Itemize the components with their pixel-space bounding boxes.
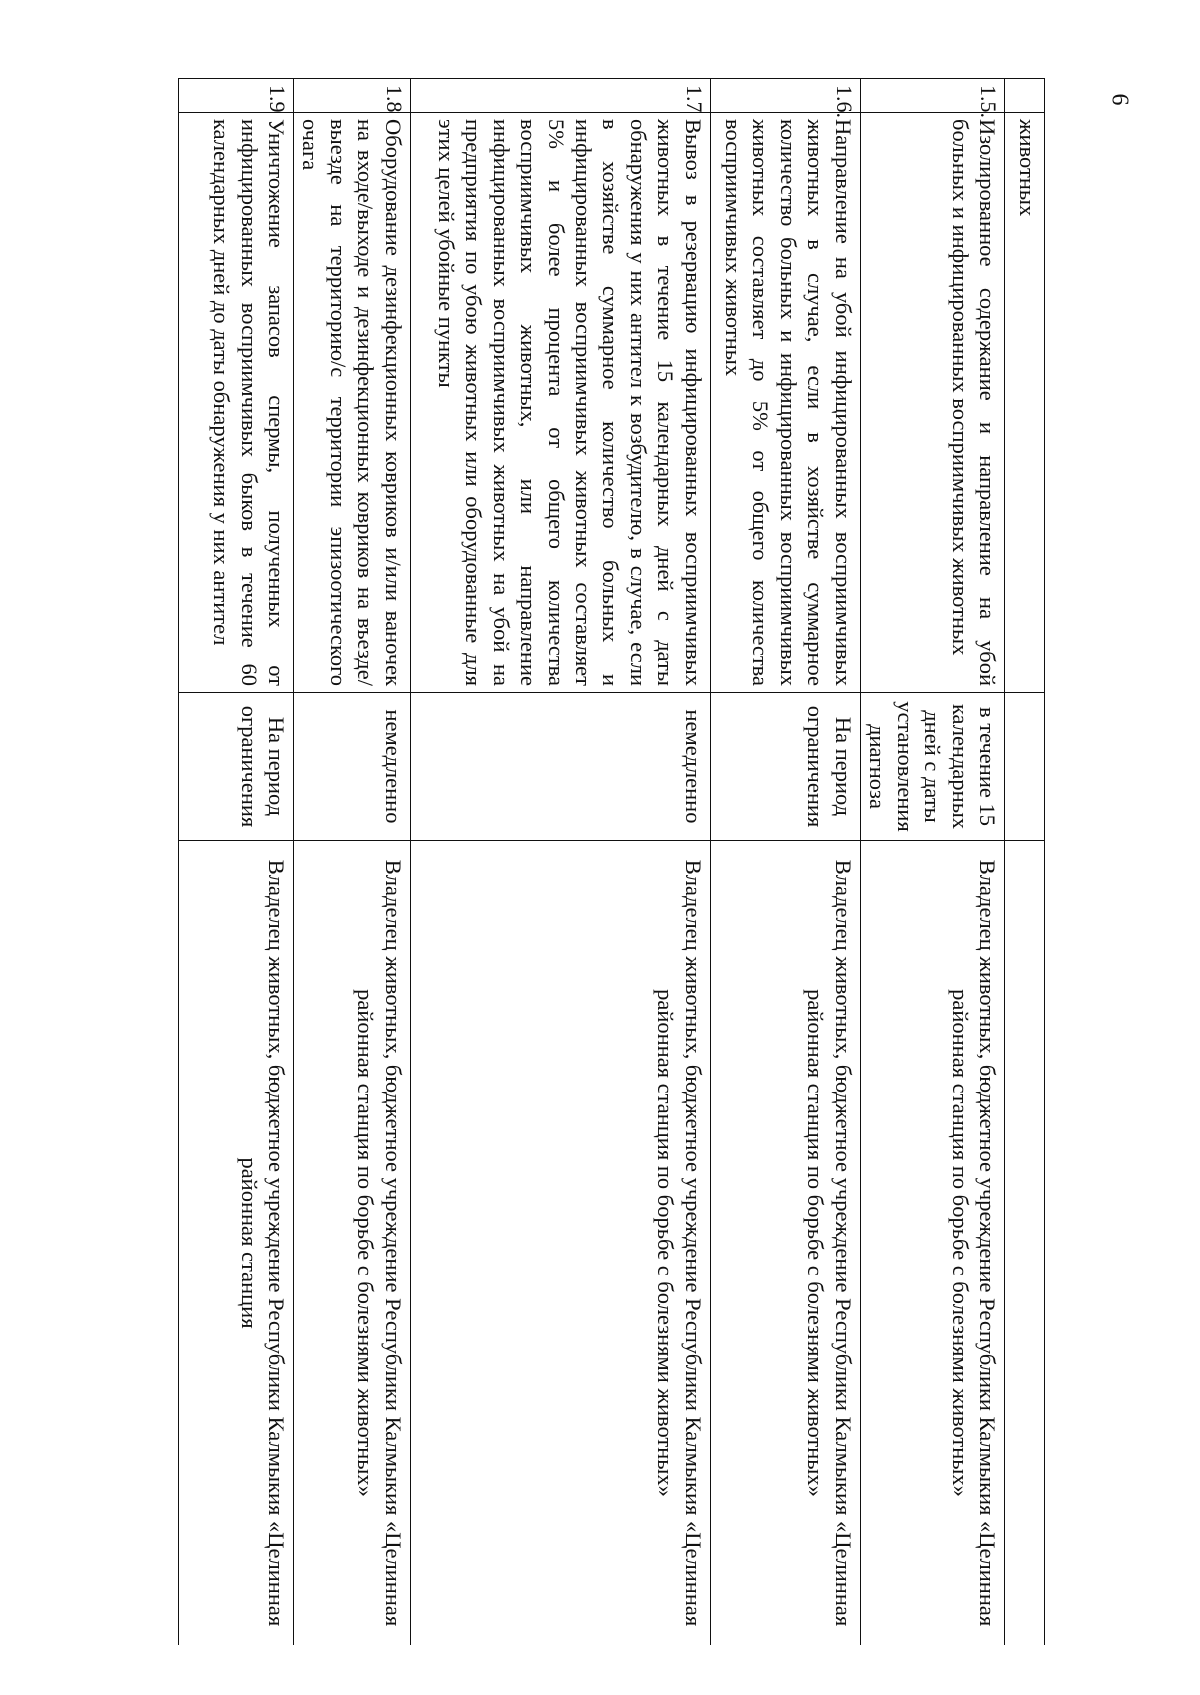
term-text: в течение 15 календарных дней с даты установления диагноза bbox=[860, 693, 1004, 841]
table-row bbox=[410, 79, 710, 1646]
term-text: немедленно bbox=[410, 693, 710, 841]
row-number: 1.9 bbox=[179, 79, 294, 113]
measures-table bbox=[178, 78, 1045, 1645]
row-number: 1.7 bbox=[410, 79, 710, 113]
action-text: Оборудование дезинфекционных ковриков и/или ваночек на входе/выходе и дезинфекционных ковриков на въезде/выезде на территорию/с территории эпизоотического очага bbox=[294, 113, 411, 693]
term-text: На период ограничения bbox=[179, 693, 294, 841]
row-number bbox=[1005, 79, 1045, 113]
responsible-text bbox=[1005, 841, 1045, 1646]
action-text: животных bbox=[1005, 113, 1045, 693]
responsible-text: Владелец животных, бюджетное учреждение Республики Калмыкия «Целинная районная станция по борьбе с болезнями животных» bbox=[410, 841, 710, 1646]
rotated-page-content bbox=[175, 78, 1045, 1645]
page-number: 6 bbox=[1106, 93, 1133, 106]
table-row bbox=[179, 79, 294, 1646]
row-number: 1.6. bbox=[710, 79, 860, 113]
term-text: немедленно bbox=[294, 693, 411, 841]
term-text bbox=[1005, 693, 1045, 841]
action-text: Вывоз в резервацию инфицированных восприимчивых животных в течение 15 календарных дней с даты обнаружения у них антител к возбудителю, в случае, если в хозяйстве суммарное количество больных и инфицированных восприимчивых животных составляет 5% и более процента от общего количества восприимчивых животных, или направление инфицированных восприимчивых животных на убой на предприятия по убою животных или оборудованные для этих целей убойные пункты bbox=[410, 113, 710, 693]
row-number: 1.8 bbox=[294, 79, 411, 113]
responsible-text: Владелец животных, бюджетное учреждение Республики Калмыкия «Целинная районная станция по борьбе с болезнями животных» bbox=[710, 841, 860, 1646]
action-text: Изолированное содержание и направление на убой больных и инфицированных восприимчивых животных bbox=[860, 113, 1004, 693]
action-text: Уничтожение запасов спермы, полученных от инфицированных восприимчивых быков в течение 60 календарных дней до даты обнаружения у них антител bbox=[179, 113, 294, 693]
table-row bbox=[294, 79, 411, 1646]
table-row bbox=[860, 79, 1004, 1646]
row-number: 1.5. bbox=[860, 79, 1004, 113]
responsible-text: Владелец животных, бюджетное учреждение Республики Калмыкия «Целинная районная станция по борьбе с болезнями животных» bbox=[294, 841, 411, 1646]
table-row bbox=[710, 79, 860, 1646]
table-row bbox=[1005, 79, 1045, 1646]
term-text: На период ограничения bbox=[710, 693, 860, 841]
responsible-text: Владелец животных, бюджетное учреждение Республики Калмыкия «Целинная районная станция по борьбе с болезнями животных» bbox=[860, 841, 1004, 1646]
landscape-sheet bbox=[175, 78, 1045, 1645]
action-text: Направление на убой инфицированных восприимчивых животных в случае, если в хозяйстве суммарное количество больных и инфицированных восприимчивых животных составляет до 5% от общего количества восприимчивых животных bbox=[710, 113, 860, 693]
responsible-text: Владелец животных, бюджетное учреждение Республики Калмыкия «Целинная районная станция bbox=[179, 841, 294, 1646]
